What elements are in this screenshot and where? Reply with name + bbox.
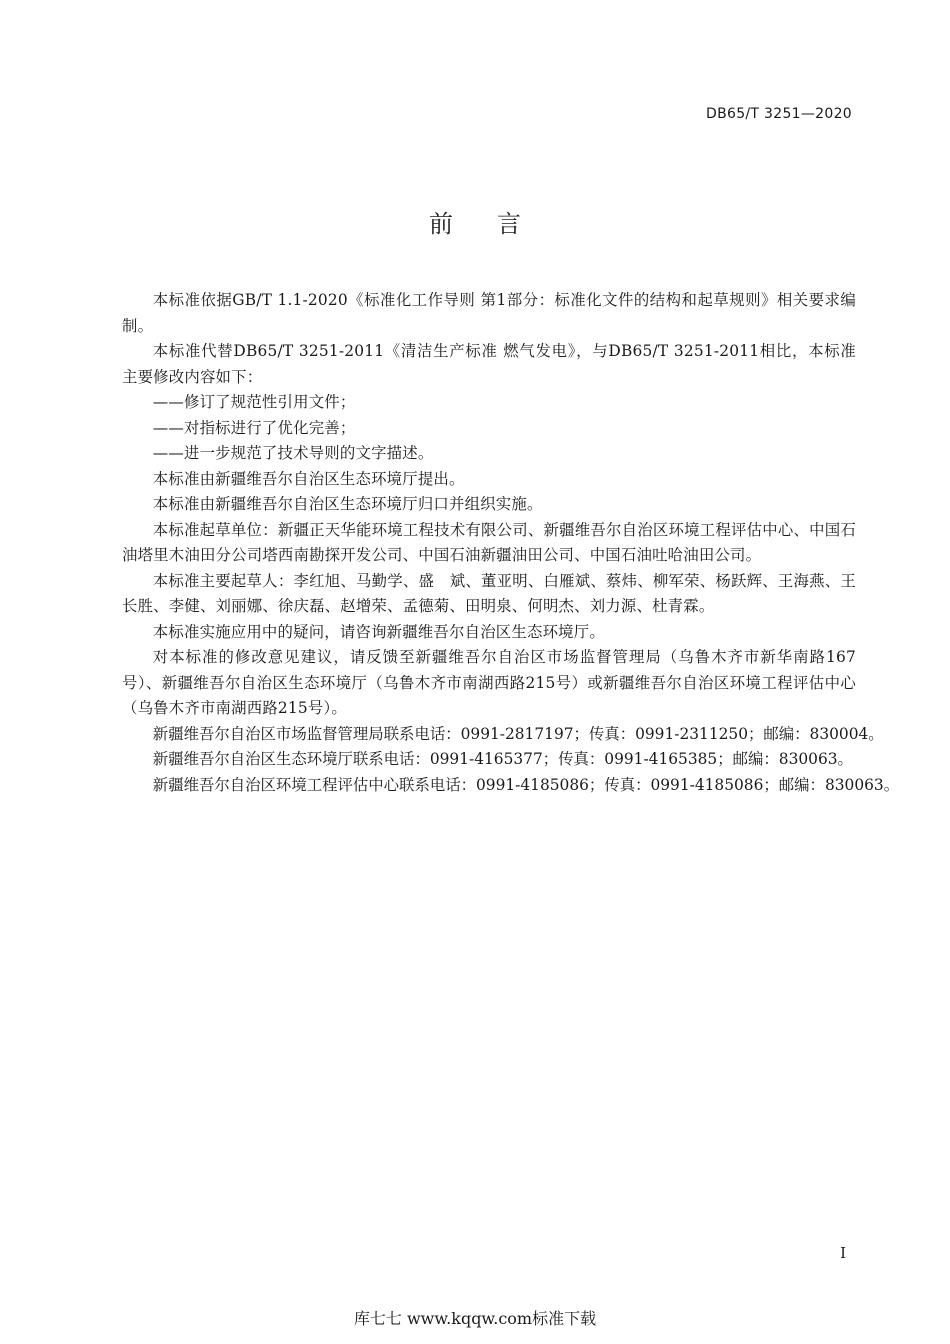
change-item: ——对指标进行了优化完善； <box>152 418 356 437</box>
page-number: I <box>840 1244 846 1262</box>
contact-line: 新疆维吾尔自治区市场监督管理局联系电话：0991-2817197；传真：0991-2311250；邮编：830004。 <box>152 724 884 743</box>
paragraph-inquiry: 本标准实施应用中的疑问，请咨询新疆维吾尔自治区生态环境厅。 <box>152 622 605 641</box>
change-item: ——修订了规范性引用文件； <box>152 393 356 411</box>
document-body <box>122 288 900 798</box>
paragraph-replacement: 本标准代替DB65/T 3251-2011《清洁生产标准 燃气发电》，与DB65/T 3251-2011相比，本标准主要修改内容如下： <box>122 342 856 386</box>
document-code: DB65/T 3251—2020 <box>706 106 852 122</box>
page-title: 前言 <box>429 210 565 238</box>
change-item: ——进一步规范了技术导则的文字描述。 <box>152 444 434 462</box>
footer-watermark: 库七七 www.kqqw.com标准下载 <box>353 1309 597 1328</box>
paragraph-basis: 本标准依据GB/T 1.1-2020《标准化工作导则 第1部分：标准化文件的结构和起草规则》相关要求编制。 <box>122 291 856 335</box>
paragraph-drafting-units: 本标准起草单位：新疆正天华能环境工程技术有限公司、新疆维吾尔自治区环境工程评估中心、中国石油塔里木油田分公司塔西南勘探开发公司、中国石油新疆油田公司、中国石油吐哈油田公司。 <box>122 520 856 564</box>
paragraph-feedback: 对本标准的修改意见建议，请反馈至新疆维吾尔自治区市场监督管理局（乌鲁木齐市新华南路167号）、新疆维吾尔自治区生态环境厅（乌鲁木齐市南湖西路215号）或新疆维吾尔自治区环境工程评估中心（乌鲁木齐市南湖西路215号）。 <box>122 648 856 717</box>
contact-line: 新疆维吾尔自治区环境工程评估中心联系电话：0991-4185086；传真：0991-4185086；邮编：830063。 <box>152 775 900 794</box>
contact-line: 新疆维吾尔自治区生态环境厅联系电话：0991-4165377；传真：0991-4165385；邮编：830063。 <box>152 750 853 768</box>
paragraph-administration: 本标准由新疆维吾尔自治区生态环境厅归口并组织实施。 <box>152 495 543 513</box>
paragraph-drafters: 本标准主要起草人：李红旭、马勤学、盛 斌、董亚明、白雁斌、蔡炜、柳军荣、杨跃辉、王海燕、王长胜、李健、刘丽娜、徐庆磊、赵增荣、孟德菊、田明泉、何明杰、刘力源、杜青霖。 <box>122 571 856 615</box>
paragraph-proposer: 本标准由新疆维吾尔自治区生态环境厅提出。 <box>152 469 465 488</box>
